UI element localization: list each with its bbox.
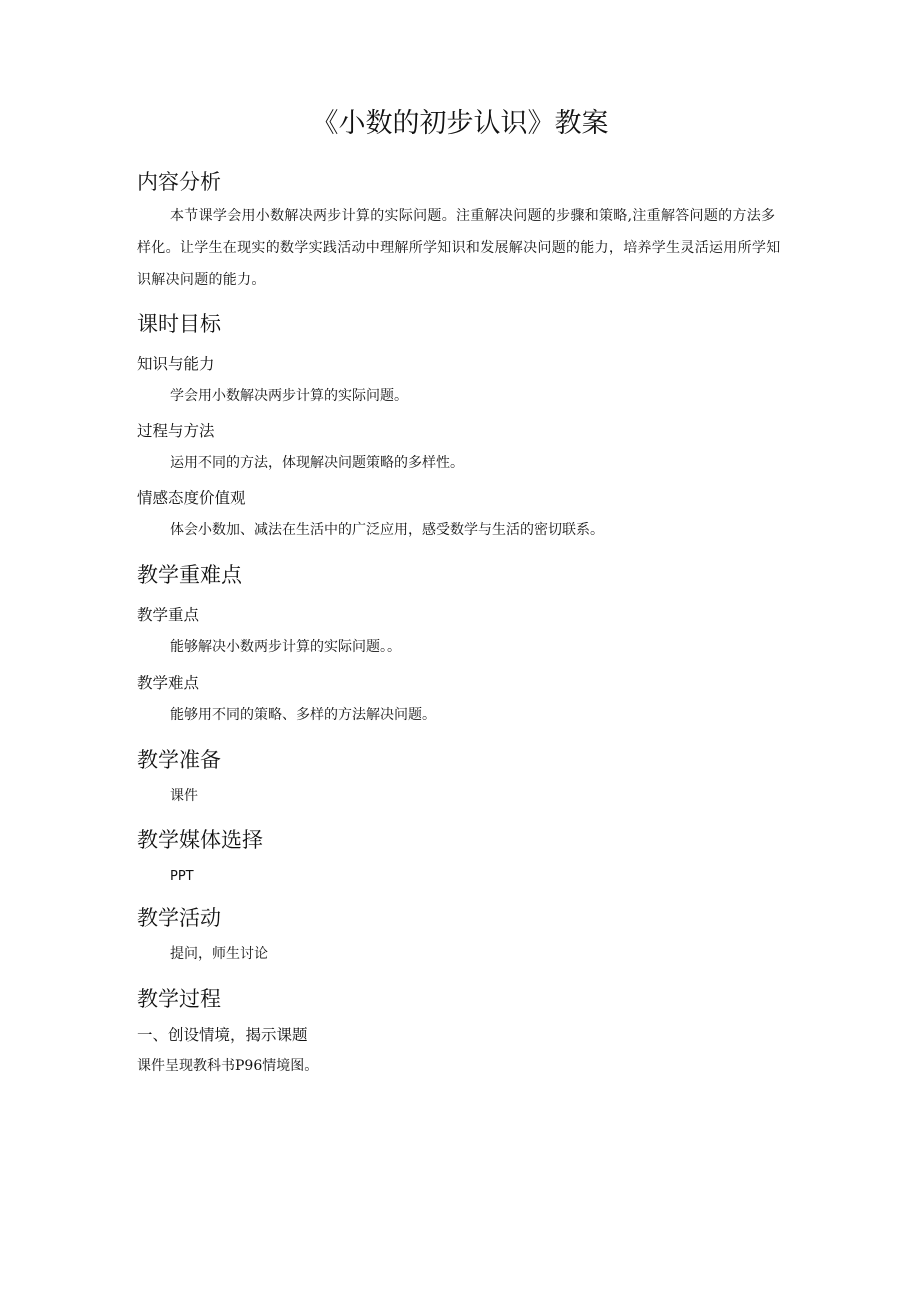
content-analysis-text: 本节课学会用小数解决两步计算的实际问题。注重解决问题的步骤和策略,注重解答问题的方法多样化。让学生在现实的数学实践活动中理解所学知识和发展解决问题的能力，培养学生灵活运用所学知识解决问题的能力。 bbox=[137, 208, 781, 288]
section-heading-content-analysis: 内容分析 bbox=[137, 170, 221, 194]
section-heading-teaching-process: 教学过程 bbox=[137, 987, 221, 1011]
document-title: 《小数的初步认识》教案 bbox=[311, 108, 609, 139]
teaching-focus-text: 能够解决小数两步计算的实际问题。。 bbox=[170, 639, 401, 655]
teaching-difficulty-text: 能够用不同的策略、多样的方法解决问题。 bbox=[170, 707, 436, 723]
section-heading-activities: 教学活动 bbox=[137, 906, 221, 930]
attitude-text: 体会小数加、减法在生活中的广泛应用，感受数学与生活的密切联系。 bbox=[170, 522, 604, 538]
preparation-text: 课件 bbox=[170, 788, 198, 804]
process-method-text: 运用不同的方法，体现解决问题策略的多样性。 bbox=[170, 455, 464, 471]
step1-text: 课件呈现教科书P96情境图。 bbox=[137, 1058, 319, 1074]
section-heading-objectives: 课时目标 bbox=[137, 312, 221, 336]
media-text: PPT bbox=[170, 869, 194, 884]
section-heading-media: 教学媒体选择 bbox=[137, 828, 263, 852]
subheading-process-method: 过程与方法 bbox=[137, 422, 215, 440]
subheading-teaching-focus: 教学重点 bbox=[137, 606, 200, 624]
subheading-knowledge: 知识与能力 bbox=[137, 355, 215, 373]
subheading-teaching-difficulty: 教学难点 bbox=[137, 674, 200, 692]
subheading-step1: 一、创设情境，揭示课题 bbox=[137, 1026, 308, 1044]
section-heading-preparation: 教学准备 bbox=[137, 748, 221, 772]
knowledge-text: 学会用小数解决两步计算的实际问题。 bbox=[170, 388, 408, 404]
section-heading-key-points: 教学重难点 bbox=[137, 563, 242, 587]
subheading-attitude: 情感态度价值观 bbox=[137, 489, 246, 507]
activities-text: 提问，师生讨论 bbox=[170, 946, 268, 962]
